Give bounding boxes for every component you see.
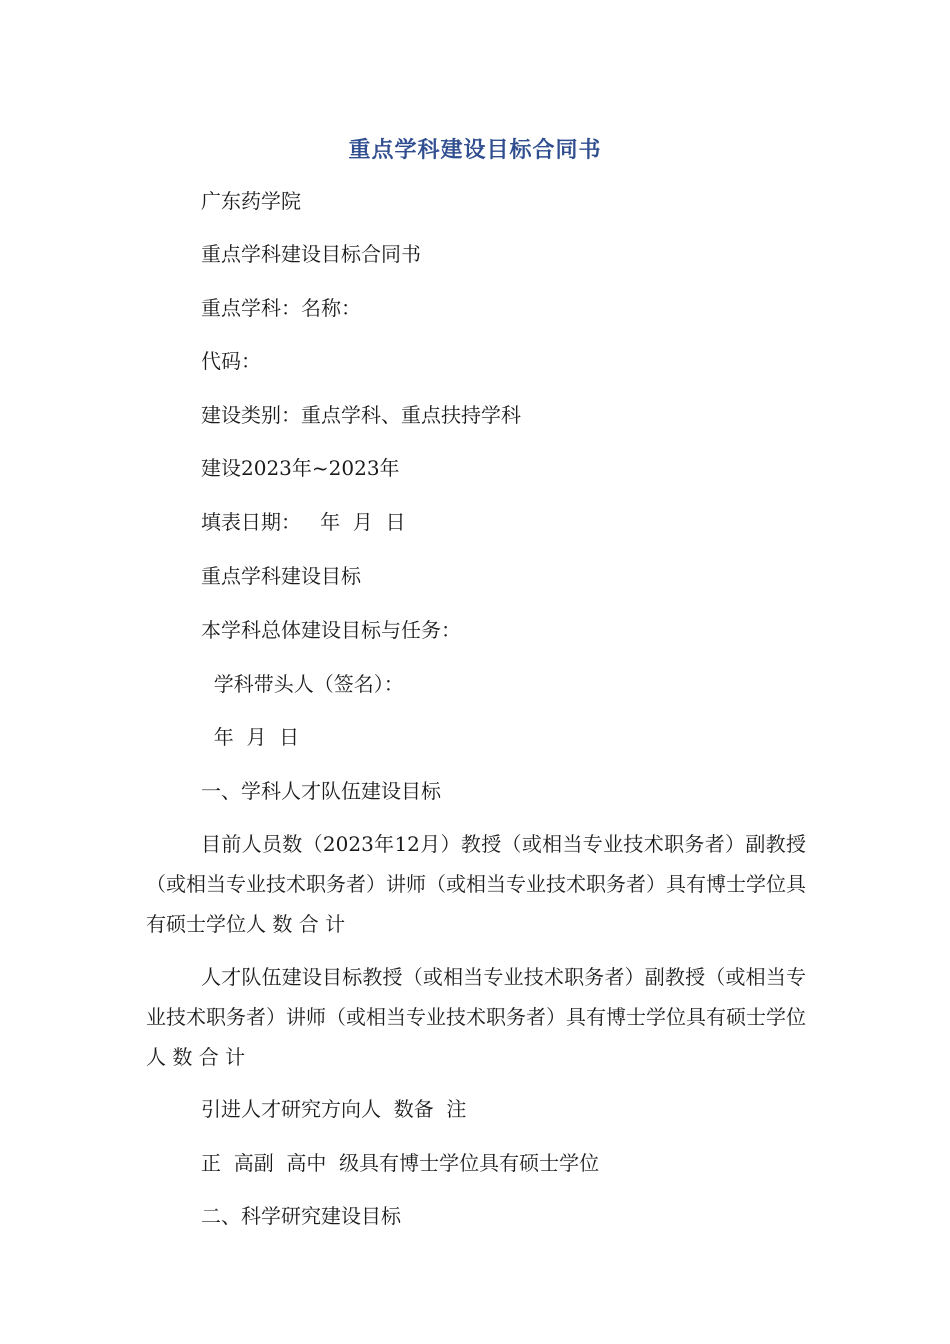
- talent-goal-paragraph: 人才队伍建设目标教授（或相当专业技术职务者）副教授（或相当专业技术职务者）讲师（或相当专业技术职务者）具有博士学位具有硕士学位人 数 合 计: [146, 965, 806, 1069]
- institution-name: 广东药学院: [201, 189, 301, 213]
- fill-date-field: 填表日期： 年 月 日: [201, 510, 406, 534]
- document-title: 重点学科建设目标合同书: [348, 138, 602, 163]
- title-levels-line: 正 高副 高中 级具有博士学位具有硕士学位: [201, 1151, 600, 1175]
- section-heading-goals: 重点学科建设目标: [201, 564, 361, 588]
- code-field: 代码：: [201, 349, 261, 373]
- signature-date-field: 年 月 日: [201, 725, 300, 749]
- talent-introduction-line: 引进人才研究方向人 数备 注: [201, 1097, 467, 1121]
- leader-signature-field: 学科带头人（签名）：: [201, 672, 404, 696]
- current-staff-paragraph: 目前人员数（2023年12月）教授（或相当专业技术职务者）副教授（或相当专业技术职务者）讲师（或相当专业技术职务者）具有博士学位具有硕士学位人 数 合 计: [146, 832, 806, 936]
- overall-goals-field: 本学科总体建设目标与任务：: [201, 618, 461, 642]
- discipline-name-field: 重点学科：名称：: [201, 296, 361, 320]
- section-heading-talent: 一、学科人才队伍建设目标: [201, 779, 441, 803]
- construction-period-field: 建设2023年~2023年: [201, 456, 400, 480]
- contract-heading: 重点学科建设目标合同书: [201, 242, 421, 266]
- section-heading-research: 二、科学研究建设目标: [201, 1204, 401, 1228]
- construction-category-field: 建设类别：重点学科、重点扶持学科: [201, 403, 521, 427]
